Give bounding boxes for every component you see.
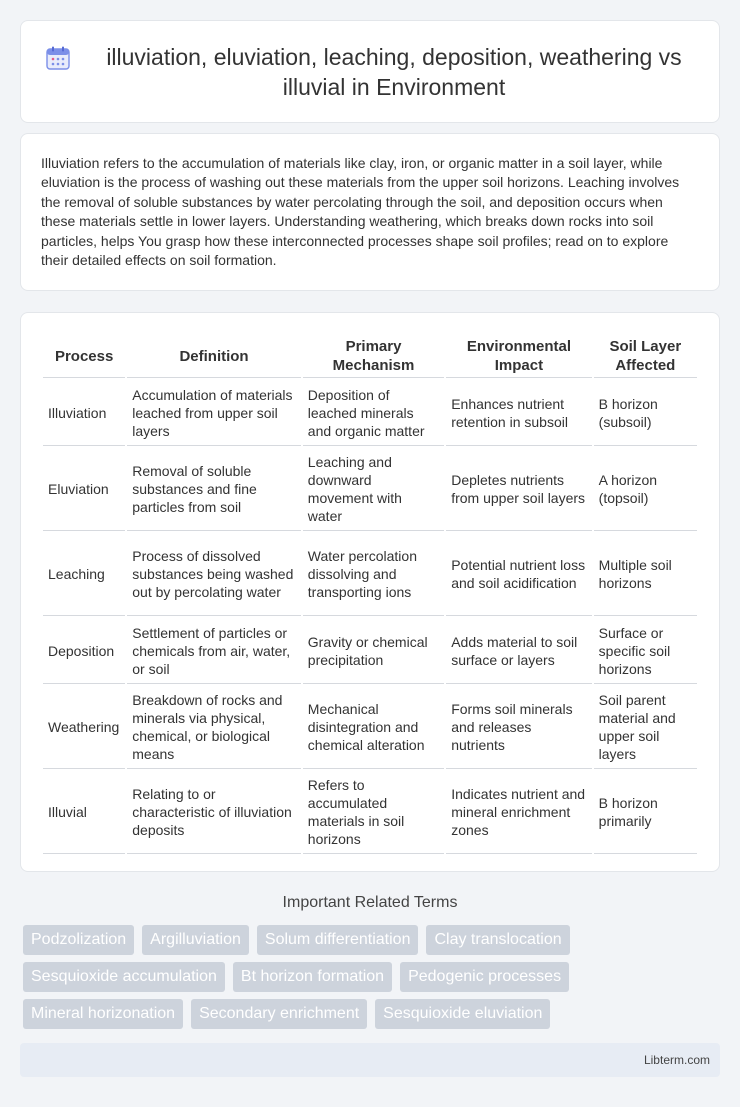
comparison-table (41, 333, 699, 856)
table-cell: Adds material to soil surface or layers (446, 618, 591, 684)
related-term-tag[interactable]: Clay translocation (426, 925, 569, 955)
table-row (43, 380, 697, 446)
table-cell: Accumulation of materials leached from upper soil layers (127, 380, 301, 446)
related-terms-list (20, 925, 720, 1029)
table-cell: Illuviation (43, 380, 125, 446)
table-row (43, 448, 697, 531)
footer-brand-link[interactable]: Libterm.com (643, 1053, 710, 1067)
related-term-tag[interactable]: Podzolization (23, 925, 134, 955)
intro-card (20, 133, 720, 291)
table-cell: Gravity or chemical precipitation (303, 618, 444, 684)
table-cell: Surface or specific soil horizons (594, 618, 697, 684)
table-row (43, 771, 697, 854)
header-process: Process (43, 335, 125, 378)
table-cell: Weathering (43, 686, 125, 769)
table-row (43, 618, 697, 684)
related-term-tag[interactable]: Pedogenic processes (400, 962, 569, 992)
header-environmental-impact: Environmental Impact (446, 335, 591, 378)
table-cell: Settlement of particles or chemicals from air, water, or soil (127, 618, 301, 684)
table-cell: Multiple soil horizons (594, 533, 697, 616)
table-cell: Illuvial (43, 771, 125, 854)
table-cell: A horizon (topsoil) (594, 448, 697, 531)
footer (20, 1043, 720, 1077)
table-cell: Removal of soluble substances and fine particles from soil (127, 448, 301, 531)
table-cell: Forms soil minerals and releases nutrients (446, 686, 591, 769)
table-cell: B horizon (subsoil) (594, 380, 697, 446)
table-row (43, 533, 697, 616)
table-cell: Soil parent material and upper soil layers (594, 686, 697, 769)
table-cell: Potential nutrient loss and soil acidification (446, 533, 591, 616)
table-cell: Water percolation dissolving and transporting ions (303, 533, 444, 616)
related-term-tag[interactable]: Sesquioxide accumulation (23, 962, 225, 992)
related-terms-title: Important Related Terms (282, 894, 458, 911)
related-term-tag[interactable]: Mineral horizonation (23, 999, 183, 1029)
table-cell: Breakdown of rocks and minerals via physical, chemical, or biological means (127, 686, 301, 769)
related-terms-section (20, 893, 720, 1029)
table-cell: Indicates nutrient and mineral enrichment zones (446, 771, 591, 854)
table-header-row (43, 335, 697, 378)
header-primary-mechanism: Primary Mechanism (303, 335, 444, 378)
calendar-icon (45, 45, 71, 71)
related-term-tag[interactable]: Solum differentiation (257, 925, 419, 955)
header-soil-layer-affected: Soil Layer Affected (594, 335, 697, 378)
comparison-table-card (20, 312, 720, 872)
table-cell: Leaching and downward movement with water (303, 448, 444, 531)
table-cell: Depletes nutrients from upper soil layers (446, 448, 591, 531)
related-term-tag[interactable]: Bt horizon formation (233, 962, 392, 992)
table-cell: Mechanical disintegration and chemical alteration (303, 686, 444, 769)
table-cell: Leaching (43, 533, 125, 616)
table-cell: Process of dissolved substances being washed out by percolating water (127, 533, 301, 616)
page-title: illuviation, eluviation, leaching, deposition, weathering vs illuvial in Environment (106, 43, 682, 100)
header-card (20, 20, 720, 123)
table-row (43, 686, 697, 769)
related-term-tag[interactable]: Sesquioxide eluviation (375, 999, 550, 1029)
table-cell: Deposition of leached minerals and organic matter (303, 380, 444, 446)
related-term-tag[interactable]: Secondary enrichment (191, 999, 367, 1029)
table-cell: B horizon primarily (594, 771, 697, 854)
table-cell: Relating to or characteristic of illuviation deposits (127, 771, 301, 854)
table-cell: Refers to accumulated materials in soil horizons (303, 771, 444, 854)
intro-paragraph: Illuviation refers to the accumulation of materials like clay, iron, or organic matter in a soil layer, while eluviation is the process of washing out these materials from the upper soil horizons. Leaching involves the removal of soluble substances by water percolating through the soil, and deposition occurs when these materials settle in lower layers. Understanding weathering, which breaks down rocks into soil particles, helps You grasp how these interconnected processes shape soil profiles; read on to explore their detailed effects on soil formation. (41, 155, 680, 269)
table-cell: Eluviation (43, 448, 125, 531)
related-term-tag[interactable]: Argilluviation (142, 925, 249, 955)
header-definition: Definition (127, 335, 301, 378)
table-cell: Enhances nutrient retention in subsoil (446, 380, 591, 446)
table-cell: Deposition (43, 618, 125, 684)
